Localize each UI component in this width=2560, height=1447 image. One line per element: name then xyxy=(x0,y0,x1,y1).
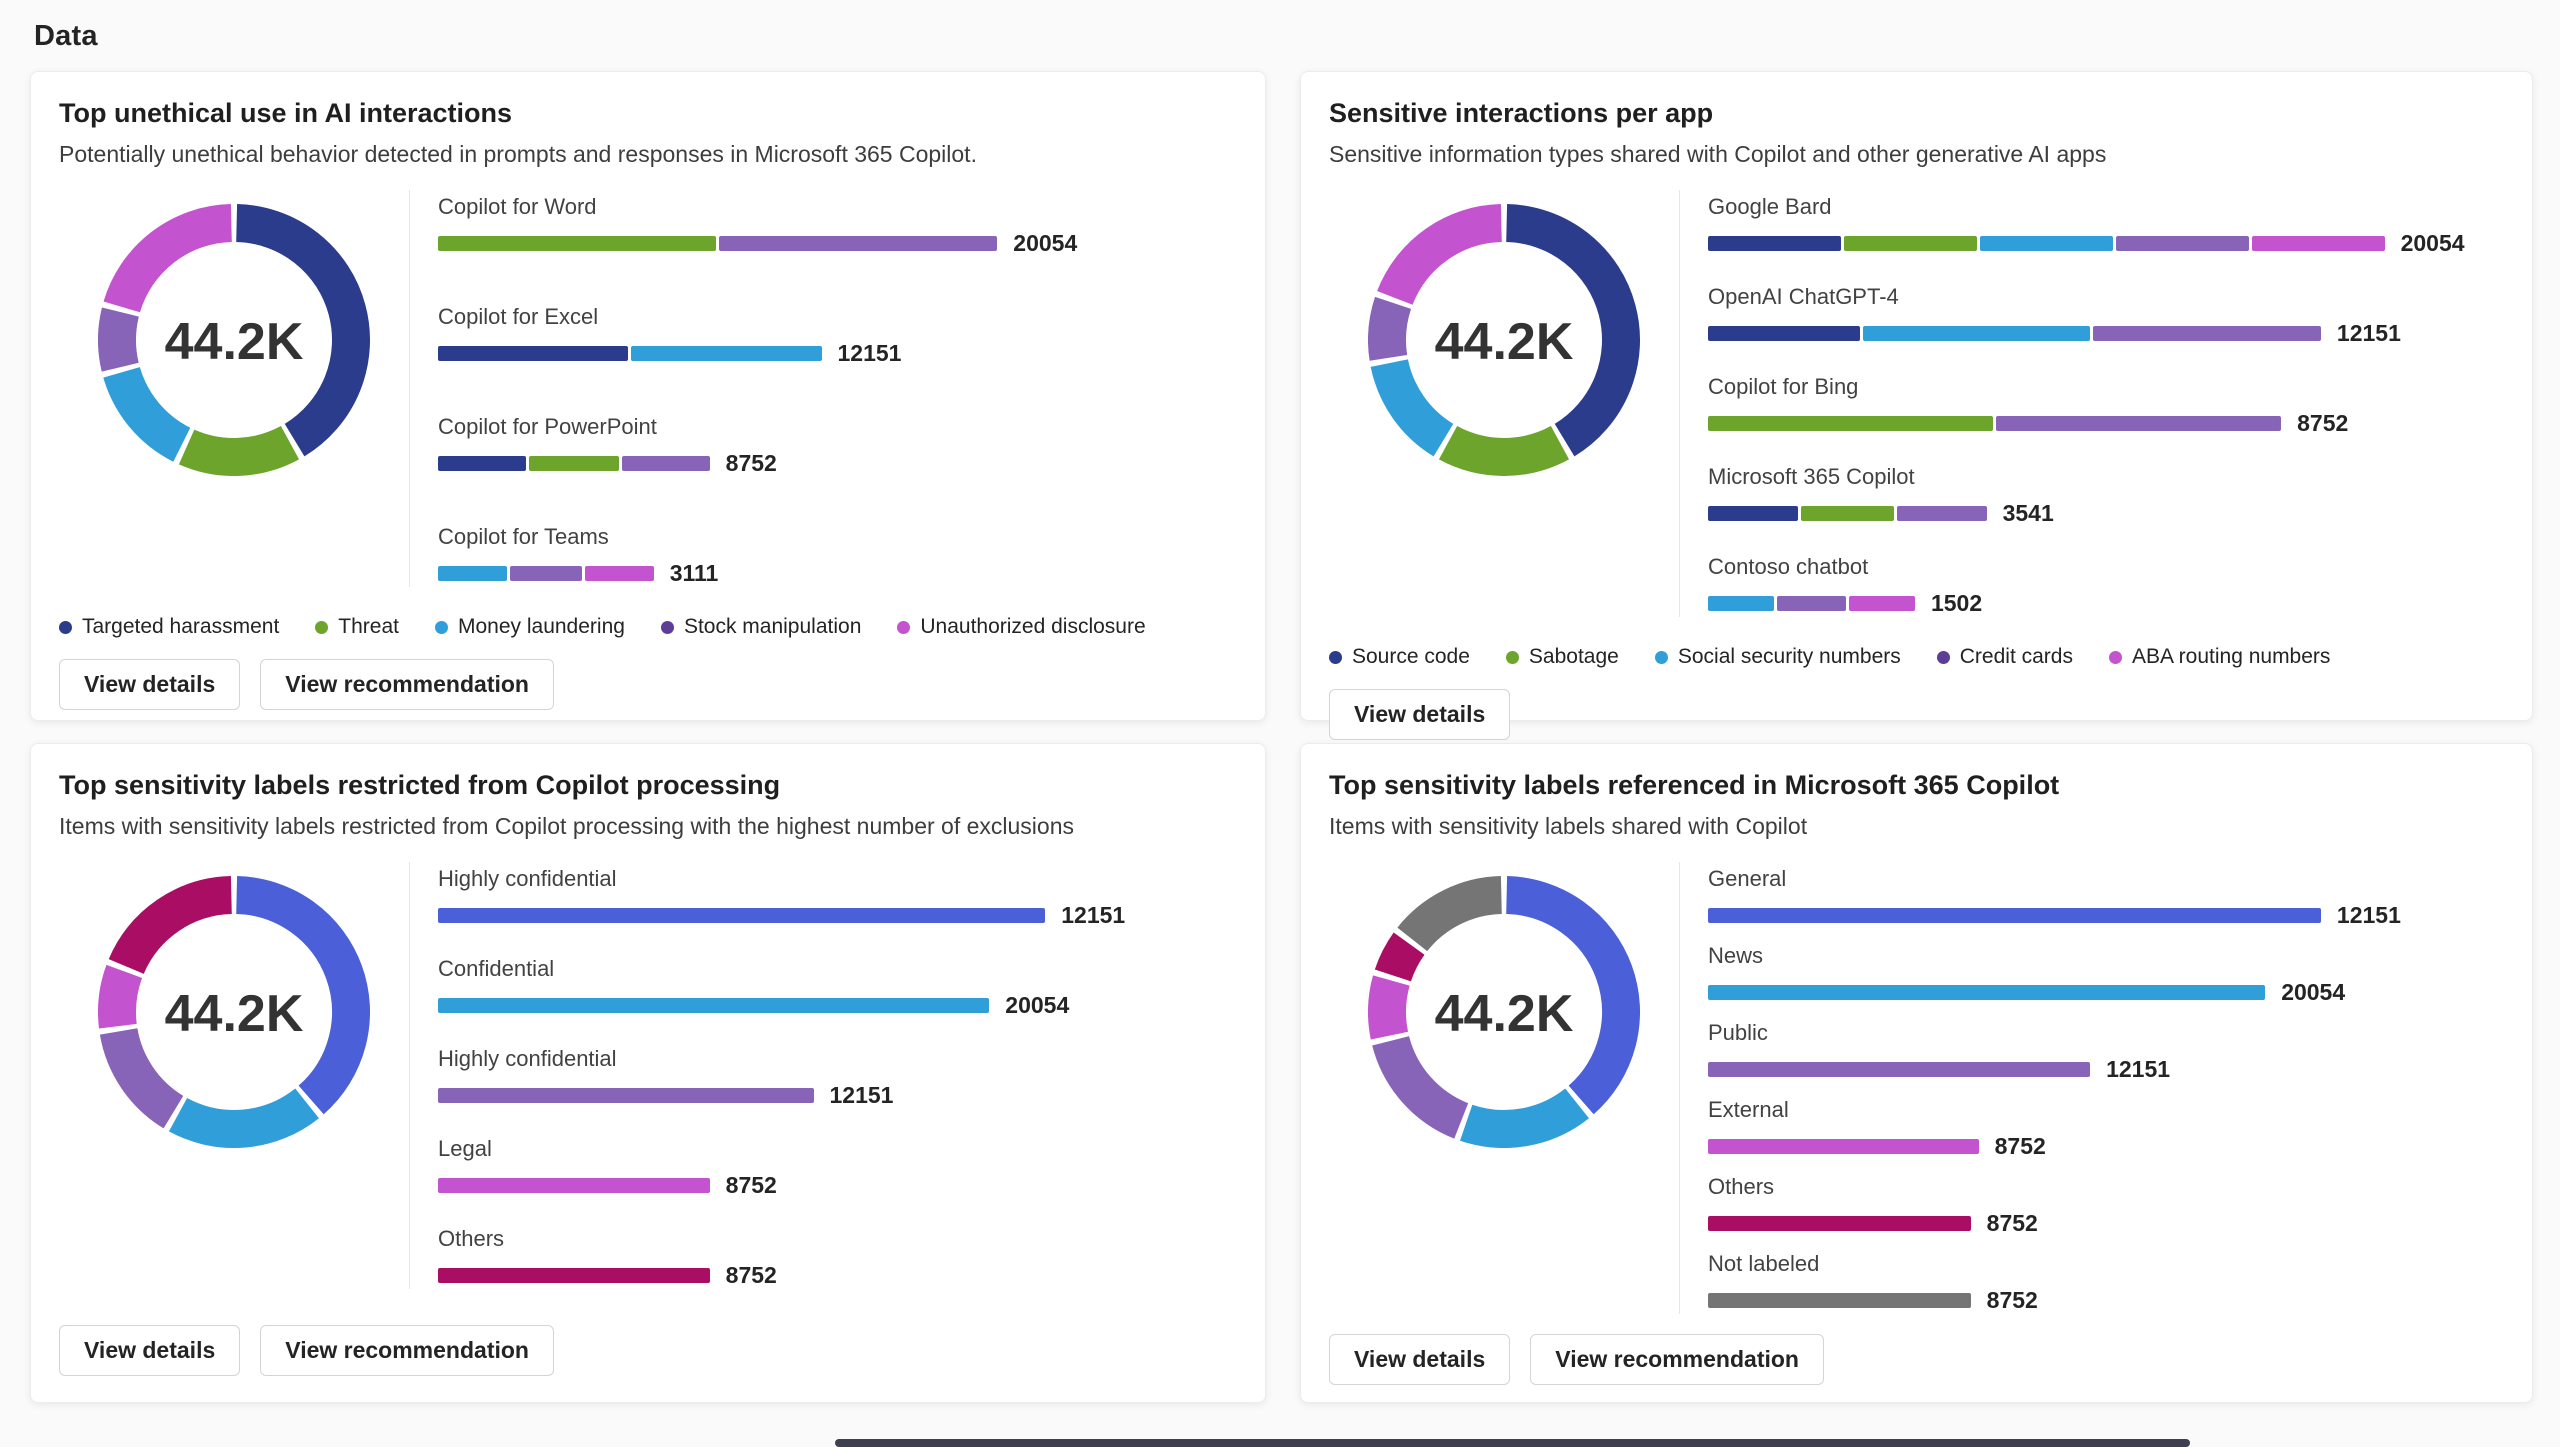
bar-label: General xyxy=(1708,866,1787,891)
bar xyxy=(438,1268,710,1283)
legend-item xyxy=(1655,645,1901,669)
card-sensitive-interactions xyxy=(1300,71,2533,727)
donut-segment-green xyxy=(1448,443,1560,457)
bar-label: News xyxy=(1708,943,1764,968)
bar-segment-crimson xyxy=(1708,1216,1971,1231)
legend-label: Money laundering xyxy=(457,615,625,638)
bar-segment-navy xyxy=(1708,236,1841,251)
bar-row xyxy=(1708,284,2504,347)
bar-line xyxy=(438,1082,1237,1109)
bar-segment-blue xyxy=(438,998,989,1013)
bar-value: 1502 xyxy=(1930,590,1983,616)
bar-value: 12151 xyxy=(837,340,902,366)
legend-dot-icon xyxy=(2109,651,2122,664)
bar xyxy=(1708,1216,1971,1231)
bar-row xyxy=(438,1046,1237,1109)
bar xyxy=(438,1178,710,1193)
card-subtitle: Items with sensitivity labels shared with Copilot xyxy=(1329,813,1808,839)
bar-segment-orchid xyxy=(585,566,654,581)
donut-segment-purple xyxy=(119,1031,174,1112)
bar-line xyxy=(1708,1210,2504,1237)
bar-label: Legal xyxy=(438,1136,492,1161)
bar-chart xyxy=(1679,862,2504,1314)
bar-line xyxy=(1708,500,2504,527)
bar-segment-green xyxy=(1708,416,1993,431)
donut-svg xyxy=(98,204,370,476)
view-recommendation-button[interactable]: View recommendation xyxy=(260,659,554,710)
bar xyxy=(1708,908,2321,923)
bar xyxy=(1708,985,2265,1000)
bar-segment-blue xyxy=(1863,326,2091,341)
legend-dot-icon xyxy=(1329,651,1342,664)
legend xyxy=(59,615,1237,639)
bar-segment-purple xyxy=(719,236,997,251)
bar-segment-royal xyxy=(1708,908,2321,923)
bar-label: Contoso chatbot xyxy=(1708,554,1869,579)
bar-row xyxy=(1708,1097,2504,1160)
bar xyxy=(1708,416,2281,431)
bar xyxy=(438,236,997,251)
bar-row xyxy=(1708,464,2504,527)
donut-chart xyxy=(59,862,409,1289)
bar-line xyxy=(1708,410,2504,437)
legend-label: Social security numbers xyxy=(1677,645,1901,668)
legend-dot-icon xyxy=(315,621,328,634)
donut-segment-crimson xyxy=(126,895,231,966)
bar-segment-purple xyxy=(1897,506,1987,521)
bar-line xyxy=(438,340,1237,367)
bar-row xyxy=(1708,1020,2504,1083)
donut-segment-blue xyxy=(1389,363,1443,440)
donut-svg xyxy=(1368,204,1640,476)
bar-value: 12151 xyxy=(1061,902,1126,928)
donut-segment-purple xyxy=(117,312,120,367)
card-actions xyxy=(59,1305,1237,1376)
card-actions xyxy=(1329,669,2504,740)
legend-item xyxy=(2109,645,2330,669)
legend-dot-icon xyxy=(897,621,910,634)
bar-label: Copilot for Bing xyxy=(1708,374,1859,399)
bar-value: 20054 xyxy=(1013,230,1078,256)
donut-segment-crimson xyxy=(1393,944,1409,976)
donut-segment-orchid xyxy=(1387,981,1391,1036)
bar-segment-crimson xyxy=(438,1268,710,1283)
chart-row xyxy=(59,862,1237,1289)
card-title: Top sensitivity labels restricted from Copilot processing xyxy=(59,770,781,800)
donut-segment-purple xyxy=(1387,303,1393,358)
bar-chart xyxy=(409,190,1237,587)
bar-row xyxy=(438,304,1237,367)
chart-row xyxy=(59,190,1237,587)
bar xyxy=(438,1088,814,1103)
legend-item xyxy=(59,615,279,639)
bar-segment-royal xyxy=(438,908,1045,923)
bar-segment-purple xyxy=(2093,326,2321,341)
bar-line xyxy=(1708,1056,2504,1083)
bar-segment-green xyxy=(1801,506,1894,521)
bar-label: Others xyxy=(438,1226,505,1251)
view-details-button[interactable]: View details xyxy=(59,1325,240,1376)
bar-line xyxy=(1708,230,2504,257)
legend-item xyxy=(897,615,1145,639)
bar-value: 20054 xyxy=(2281,979,2346,1005)
donut-segment-orchid xyxy=(117,971,124,1026)
donut-center-value: 44.2K xyxy=(164,313,304,371)
bar-value: 12151 xyxy=(829,1082,894,1108)
bar-row xyxy=(438,1136,1237,1199)
bar-segment-green xyxy=(438,236,716,251)
donut-segment-gray xyxy=(1412,895,1501,939)
card-title: Top unethical use in AI interactions xyxy=(59,98,513,128)
bar-line xyxy=(1708,590,2504,617)
card-subtitle: Items with sensitivity labels restricted from Copilot processing with the highest number of exclusions xyxy=(59,813,1074,839)
bar-line xyxy=(1708,1287,2504,1314)
bar-line xyxy=(438,1262,1237,1289)
bar-label: Highly confidential xyxy=(438,866,617,891)
legend-label: Credit cards xyxy=(1959,645,2073,668)
bar-label: Copilot for PowerPoint xyxy=(438,414,657,439)
donut-segment-orchid xyxy=(1395,223,1502,298)
bar-line xyxy=(438,230,1237,257)
card-title: Sensitive interactions per app xyxy=(1329,98,1714,128)
bar-segment-blue xyxy=(1980,236,2113,251)
view-details-button[interactable]: View details xyxy=(59,659,240,710)
legend-label: Stock manipulation xyxy=(683,615,862,638)
donut-svg xyxy=(1368,876,1640,1148)
legend-item xyxy=(1329,645,1470,669)
page-title: Data xyxy=(34,20,98,52)
view-recommendation-button[interactable]: View recommendation xyxy=(1530,1334,1824,1385)
legend-dot-icon xyxy=(1506,651,1519,664)
bar xyxy=(1708,596,1915,611)
legend-label: Targeted harassment xyxy=(82,615,280,638)
bar-row xyxy=(438,194,1237,257)
donut-center-value: 44.2K xyxy=(1434,985,1574,1043)
donut-segment-blue xyxy=(122,372,182,444)
bar-label: Others xyxy=(1708,1174,1775,1199)
bar-row xyxy=(1708,943,2504,1006)
bar-line xyxy=(438,902,1237,929)
bar-label: OpenAI ChatGPT-4 xyxy=(1708,284,1899,309)
bar-segment-orchid xyxy=(438,1178,710,1193)
bar xyxy=(438,456,710,471)
legend-label: Sabotage xyxy=(1528,645,1619,668)
legend-item xyxy=(315,615,399,639)
legend-item xyxy=(661,615,861,639)
bar-label: Google Bard xyxy=(1708,194,1832,219)
bar xyxy=(1708,1062,2090,1077)
bar-segment-navy xyxy=(438,456,526,471)
bar-label: Copilot for Teams xyxy=(438,524,609,549)
bar-value: 8752 xyxy=(725,450,777,476)
bar-segment-purple xyxy=(1996,416,2281,431)
bar xyxy=(1708,506,1987,521)
bar-segment-navy xyxy=(1708,506,1798,521)
bar-line xyxy=(438,450,1237,477)
bar-value: 8752 xyxy=(725,1172,777,1198)
bar-segment-green xyxy=(1844,236,1977,251)
chart-row xyxy=(1329,862,2504,1314)
donut-chart xyxy=(1329,190,1679,617)
bar-row xyxy=(1708,374,2504,437)
bar-segment-purple xyxy=(1777,596,1845,611)
bar-row xyxy=(438,866,1237,929)
donut-center-value: 44.2K xyxy=(164,985,304,1043)
donut-svg xyxy=(98,876,370,1148)
bar-label: Copilot for Excel xyxy=(438,304,599,329)
legend-dot-icon xyxy=(435,621,448,634)
bar-value: 12151 xyxy=(2336,902,2401,928)
bar-segment-blue xyxy=(438,566,507,581)
bar-segment-orchid xyxy=(1849,596,1915,611)
bar xyxy=(1708,1293,1971,1308)
view-recommendation-button[interactable]: View recommendation xyxy=(260,1325,554,1376)
bar-row xyxy=(1708,554,2504,617)
view-details-button[interactable]: View details xyxy=(1329,1334,1510,1385)
legend-label: Unauthorized disclosure xyxy=(920,615,1146,638)
bar-label: Copilot for Word xyxy=(438,194,597,219)
bar-segment-orchid xyxy=(2252,236,2385,251)
donut-segment-blue xyxy=(178,1103,307,1129)
bar-chart xyxy=(409,862,1237,1289)
bar-line xyxy=(438,560,1237,587)
legend-item xyxy=(1506,645,1619,669)
legend xyxy=(1329,645,2504,669)
bar-segment-purple xyxy=(1708,1062,2090,1077)
bar xyxy=(438,908,1045,923)
card-labels-referenced xyxy=(1300,743,2533,1403)
legend-label: Source code xyxy=(1352,645,1470,668)
donut-segment-blue xyxy=(1466,1103,1577,1129)
bar xyxy=(438,998,989,1013)
donut-segment-purple xyxy=(1391,1041,1462,1121)
bar-segment-navy xyxy=(438,346,628,361)
bar-row xyxy=(1708,194,2504,257)
bar-line xyxy=(438,992,1237,1019)
legend-item xyxy=(1937,645,2073,669)
bar-value: 20054 xyxy=(1005,992,1070,1018)
bar-label: Confidential xyxy=(438,956,555,981)
bar-segment-purple xyxy=(438,1088,814,1103)
bar xyxy=(438,566,654,581)
legend-dot-icon xyxy=(59,621,72,634)
bar-segment-blue xyxy=(1708,596,1774,611)
bar-label: External xyxy=(1708,1097,1789,1122)
chart-row xyxy=(1329,190,2504,617)
card-actions xyxy=(1329,1314,2504,1385)
bar-value: 12151 xyxy=(2106,1056,2171,1082)
bar-label: Public xyxy=(1708,1020,1768,1045)
bar-line xyxy=(1708,979,2504,1006)
bar-chart xyxy=(1679,190,2504,617)
view-details-button[interactable]: View details xyxy=(1329,689,1510,740)
card-title: Top sensitivity labels referenced in Microsoft 365 Copilot xyxy=(1329,770,2060,800)
bar xyxy=(1708,326,2321,341)
legend-label: Threat xyxy=(338,615,399,638)
bar-row xyxy=(1708,1251,2504,1314)
bar-row xyxy=(438,1226,1237,1289)
bar-segment-blue xyxy=(631,346,821,361)
bar-value: 8752 xyxy=(725,1262,777,1288)
donut-center-value: 44.2K xyxy=(1434,313,1574,371)
bar-row xyxy=(438,414,1237,477)
bar-segment-navy xyxy=(1708,326,1860,341)
bar-label: Not labeled xyxy=(1708,1251,1820,1276)
donut-chart xyxy=(59,190,409,587)
bar-segment-purple xyxy=(510,566,581,581)
bar xyxy=(1708,1139,1979,1154)
bar-value: 3541 xyxy=(2002,500,2054,526)
legend-dot-icon xyxy=(1937,651,1950,664)
card-subtitle: Potentially unethical behavior detected in prompts and responses in Microsoft 365 Copilot. xyxy=(59,141,977,167)
bar xyxy=(438,346,822,361)
legend-dot-icon xyxy=(1655,651,1668,664)
bar xyxy=(1708,236,2385,251)
card-subtitle: Sensitive information types shared with Copilot and other generative AI apps xyxy=(1329,141,2107,167)
bar-value: 8752 xyxy=(1986,1287,2038,1313)
bar-row xyxy=(1708,1174,2504,1237)
card-grid xyxy=(30,71,2533,1403)
bar-line xyxy=(1708,1133,2504,1160)
bar-segment-purple xyxy=(2116,236,2249,251)
bar-row xyxy=(438,524,1237,587)
bar-segment-purple xyxy=(622,456,710,471)
bar-segment-gray xyxy=(1708,1293,1971,1308)
bar-value: 8752 xyxy=(2297,410,2349,436)
bar-value: 8752 xyxy=(1994,1133,2046,1159)
bar-value: 12151 xyxy=(2336,320,2401,346)
bar-value: 8752 xyxy=(1986,1210,2038,1236)
legend-item xyxy=(435,615,625,639)
bar-value: 20054 xyxy=(2400,230,2465,256)
card-actions xyxy=(59,639,1237,710)
bar-segment-blue xyxy=(1708,985,2265,1000)
bar-value: 3111 xyxy=(669,560,719,586)
donut-segment-green xyxy=(187,443,290,457)
bar-line xyxy=(1708,320,2504,347)
bar-line xyxy=(1708,902,2504,929)
legend-label: ABA routing numbers xyxy=(2131,645,2331,668)
bar-label: Highly confidential xyxy=(438,1046,617,1071)
bar-segment-green xyxy=(529,456,619,471)
card-unethical-use xyxy=(30,71,1266,721)
horizontal-scrollbar-thumb[interactable] xyxy=(835,1439,2190,1447)
bar-line xyxy=(438,1172,1237,1199)
bar-label: Microsoft 365 Copilot xyxy=(1708,464,1915,489)
bar-row xyxy=(1708,866,2504,929)
bar-row xyxy=(438,956,1237,1019)
bar-segment-orchid xyxy=(1708,1139,1979,1154)
donut-segment-orchid xyxy=(122,223,232,307)
legend-dot-icon xyxy=(661,621,674,634)
card-labels-restricted xyxy=(30,743,1266,1403)
donut-chart xyxy=(1329,862,1679,1314)
